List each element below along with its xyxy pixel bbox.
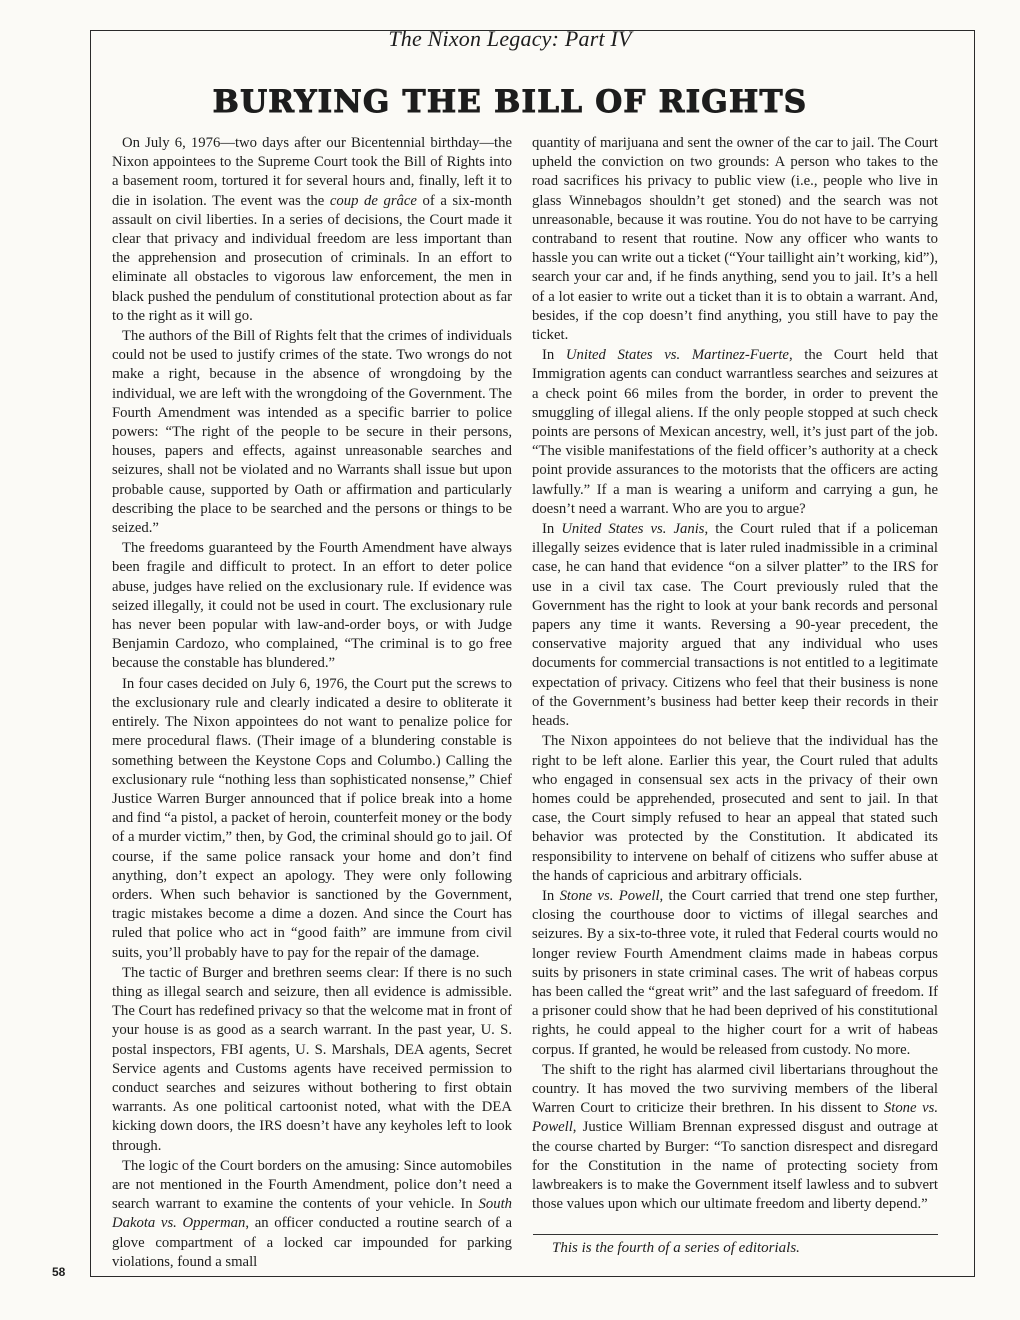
case-name: South Dakota vs. Opperman (112, 1196, 512, 1232)
case-name: coup de grâce (329, 192, 417, 209)
paragraph: In Stone vs. Powell, the Court carried that trend one step further, closing the courthouse door to victims of illegal searches and seizures. By a six-to-three vote, it ruled that Federal courts would no longer review Fourth Amendment claims made in habeas corpus suits by prisoners in state criminal cases. The writ of habeas corpus has been called the “great writ” and the last safeguard of freedom. If a prisoner could show that he had been deprived of his constitutional rights, he could appeal to the higher court for a writ of habeas corpus. If granted, he would be released from custody. No more. (532, 887, 938, 1058)
paragraph: In four cases decided on July 6, 1976, the Court put the screws to the exclusionary rule and clearly indicated a desire to obliterate it entirely. The Nixon appointees do not want to penalize police for mere procedural flaws. (Their image of a blundering constable is something between the Keystone Cops and Columbo.) Calling the exclusionary rule “nothing less than sophisticated nonsense,” Chief Justice Warren Burger announced that if police break into a home and find “a pistol, a packet of heroin, counterfeit money or the body of a murder victim,” then, by God, the criminal should go to jail. Of course, if the same police ransack your home and don’t find anything, don’t expect an apology. They were only following orders. When such behavior is sanctioned by the Government, tragic mistakes become a dime a dozen. And since the Court has ruled that police who act in “good faith” are immune from civil suits, you’ll probably have to pay for the repair of the damage. (112, 675, 512, 961)
footnote-divider (533, 1234, 938, 1235)
page-number: 58 (52, 1265, 66, 1279)
paragraph: On July 6, 1976—two days after our Bicentennial birthday—the Nixon appointees to the Supreme Court took the Bill of Rights into a basement room, tortured it for several hours and, finally, left it to die in isolation. The event was the coup de grâce of a six-month assault on civil liberties. In a series of decisions, the Court made it clear that privacy and individual freedom are less important than the apprehension and prosecution of criminals. In an effort to eliminate all obstacles to vigorous law enforcement, the men in black pushed the pendulum of constitutional protection about as far to the right as it will go. (112, 135, 512, 324)
paragraph: In United States vs. Martinez-Fuerte, the Court held that Immigration agents can conduct warrantless searches and seizures at a check point 66 miles from the border, in order to prevent the smuggling of illegal aliens. If the only people stopped at such check points are persons of Mexican ancestry, well, it’s just part of the job. “The visible manifestations of the field officer’s authority at a check point provide assurances to the motorists that the officers are acting lawfully.” If a man is wearing a uniform and carrying a gun, he doesn’t need a warrant. Who are you to argue? (532, 347, 938, 517)
case-name: Stone vs. Powell (559, 887, 660, 904)
editorial-footnote: This is the fourth of a series of editorials. (552, 1240, 800, 1256)
case-name: United States vs. Janis (561, 521, 705, 538)
case-name: United States vs. Martinez-Fuerte (565, 347, 789, 364)
paragraph: The freedoms guaranteed by the Fourth Amendment have always been fragile and difficult to protect. In an effort to deter police abuse, judges have relied on the exclusionary rule. If evidence was seized illegally, it could not be used in court. The exclusionary rule has never been popular with law-and-order boys, or with Judge Benjamin Cardozo, who complained, “The criminal is to go free because the constable has blundered.” (112, 540, 512, 672)
article-column-left (112, 134, 512, 1274)
paragraph: The authors of the Bill of Rights felt that the crimes of individuals could not be used to justify crimes of the state. Two wrongs do not make a right, because in the absence of wrongdoing by the individual, we are left with the wrongdoing of the Government. The Fourth Amendment was intended as a specific barrier to police powers: “The right of the people to be secure in their persons, houses, papers and effects, against unreasonable searches and seizures, shall not be violated and no Warrants shall issue but upon probable cause, supported by Oath or affirmation and particularly describing the place to be searched and the persons or things to be seized.” (112, 328, 512, 537)
paragraph: The shift to the right has alarmed civil libertarians throughout the country. It has moved the two surviving members of the liberal Warren Court to criticize their brethren. In his dissent to Stone vs. Powell, Justice William Brennan expressed disgust and outrage at the course charted by Burger: “To sanction disrespect and disregard for the Constitution in the name of protecting society from lawbreakers is to make the Government itself lawless and to subvert those values upon which our ultimate freedom and liberty depend.” (532, 1061, 939, 1213)
paragraph: quantity of marijuana and sent the owner of the car to jail. The Court upheld the conviction on two grounds: A person who takes to the road sacrifices his privacy to public view (i.e., people who live in glass Winnebagos shouldn’t get stoned) and the search was not unreasonable, because it was routine. You do not have to be carrying contraband to resent that routine. Now any officer who wants to hassle you can write out a ticket (“Your taillight ain’t working, kid”), search your car and, if he finds anything, send you to jail. It’s a hell of a lot easier to write out a ticket than it is to obtain a warrant. And, besides, if the cop doesn’t find anything, you still have to pay the ticket. (532, 135, 938, 344)
page-title: BURYING THE BILL OF RIGHTS (212, 84, 808, 120)
paragraph: The tactic of Burger and brethren seems clear: If there is no such thing as illegal search and seizure, then all evidence is admissible. The Court has redefined privacy so that the welcome mat in front of your house is as good as a search warrant. In the past year, U. S. postal inspectors, FBI agents, U. S. Marshals, DEA agents, Secret Service agents and Customs agents have received permission to conduct searches and seizures without bothering to first obtain warrants. As one political cartoonist noted, what with the DEA kicking down doors, the IRS doesn’t have any keyholes left to look through. (112, 964, 512, 1154)
paragraph: The logic of the Court borders on the amusing: Since automobiles are not mentioned in the Fourth Amendment, police don’t need a search warrant to examine the contents of your vehicle. In South Dakota vs. Opperman, an officer conducted a routine search of a glove compartment of a locked car impounded for parking violations, found a small (112, 1157, 512, 1270)
paragraph: The Nixon appointees do not believe that the individual has the right to be left alone. Earlier this year, the Court ruled that adults who engaged in consensual sex acts in the privacy of their own homes could be apprehended, prosecuted and sent to jail. In that case, the Court simply refused to hear an appeal that stated such behavior was protected by the Constitution. It abdicated its responsibility to intervene on behalf of citizens who suffer abuse at the hands of capricious and arbitrary officials. (532, 733, 938, 884)
series-kicker: The Nixon Legacy: Part IV (388, 26, 632, 51)
paragraph: In United States vs. Janis, the Court ruled that if a policeman illegally seizes evidence that is later ruled inadmissible in a criminal case, he can hand that evidence “on a silver platter” to the IRS for use in a civil tax case. The Court previously ruled that the Government has the right to look at your bank records and personal papers any time it wants. Reversing a 90-year precedent, the conservative majority argued that any individual who uses documents for commercial transactions is not entitled to a legitimate expectation of privacy. Citizens who feel that their business is none of the Government’s business had better keep their records in their heads. (532, 521, 938, 730)
case-name: Stone vs. Powell (532, 1100, 939, 1136)
article-column-right (532, 134, 938, 1224)
